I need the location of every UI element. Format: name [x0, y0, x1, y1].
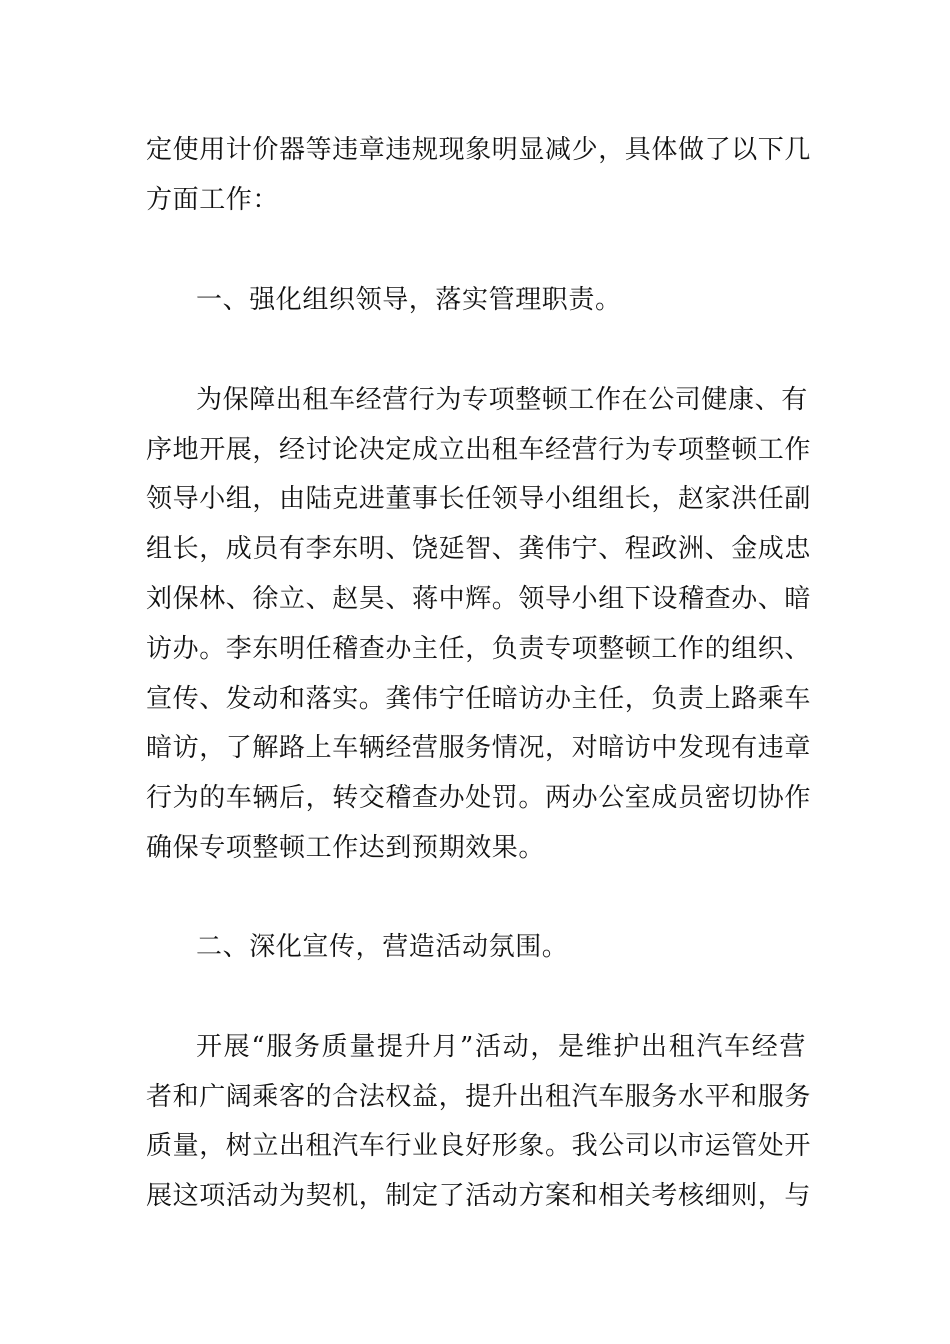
paragraph-line: 暗访，了解路上车辆经营服务情况，对暗访中发现有违章 — [146, 733, 812, 763]
paragraph-line: 确保专项整顿工作达到预期效果。 — [146, 833, 546, 863]
section-heading-1: 一、强化组织领导，落实管理职责。 — [196, 285, 622, 315]
paragraph-line: 序地开展，经讨论决定成立出租车经营行为专项整顿工作 — [146, 435, 812, 465]
intro-line: 定使用计价器等违章违规现象明显减少，具体做了以下几 — [146, 135, 812, 165]
paragraph-line: 访办。李东明任稽查办主任，负责专项整顿工作的组织、 — [146, 634, 812, 664]
paragraph-line: 展这项活动为契机，制定了活动方案和相关考核细则，与 — [146, 1181, 812, 1211]
paragraph-line: 行为的车辆后，转交稽查办处罚。两办公室成员密切协作 — [146, 783, 812, 813]
intro-line: 方面工作： — [146, 185, 280, 215]
paragraph-line: 组长，成员有李东明、饶延智、龚伟宁、程政洲、金成忠 — [146, 534, 812, 564]
paragraph-line: 质量，树立出租汽车行业良好形象。我公司以市运管处开 — [146, 1131, 812, 1161]
paragraph-line: 者和广阔乘客的合法权益，提升出租汽车服务水平和服务 — [146, 1082, 812, 1112]
paragraph-line: 领导小组，由陆克进董事长任领导小组组长，赵家洪任副 — [146, 484, 812, 514]
paragraph-line: 宣传、发动和落实。龚伟宁任暗访办主任，负责上路乘车 — [146, 684, 812, 714]
paragraph-line: 刘保林、徐立、赵昊、蒋中辉。领导小组下设稽查办、暗 — [146, 584, 812, 614]
section-heading-2: 二、深化宣传，营造活动氛围。 — [196, 932, 569, 962]
paragraph-line: 为保障出租车经营行为专项整顿工作在公司健康、有 — [196, 385, 808, 415]
paragraph-line: 开展“服务质量提升月”活动，是维护出租汽车经营 — [196, 1032, 806, 1062]
